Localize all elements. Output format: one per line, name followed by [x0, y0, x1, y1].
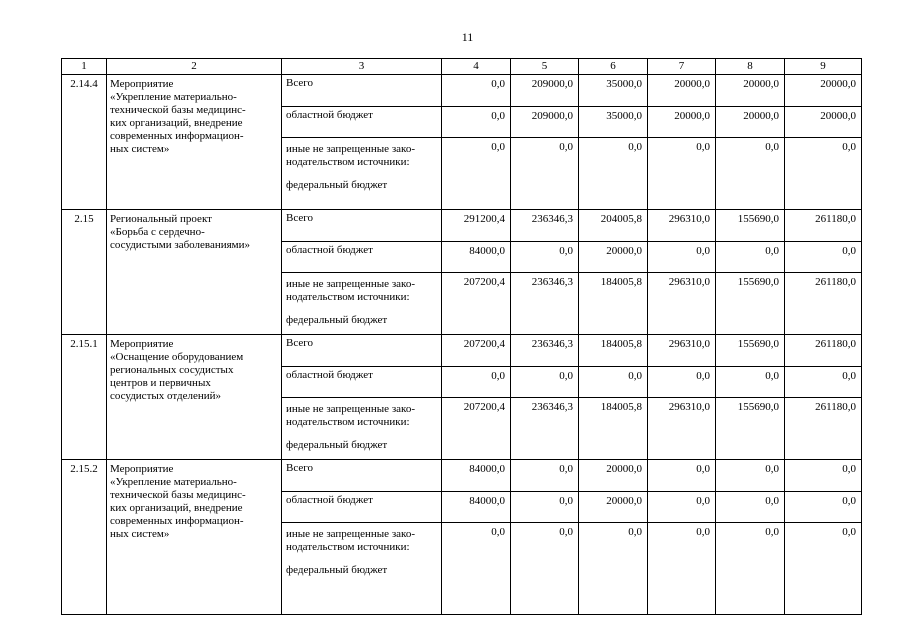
value-cell: 184005,8 — [579, 398, 648, 460]
page-number: 11 — [461, 30, 474, 44]
value-cell: 84000,0 — [442, 460, 511, 492]
value-cell: 0,0 — [511, 242, 579, 273]
value-cell: 20000,0 — [579, 492, 648, 523]
value-cell: 0,0 — [648, 138, 716, 210]
item-code: 2.15.2 — [62, 460, 107, 615]
value-cell: 0,0 — [785, 242, 862, 273]
value-cell: 20000,0 — [716, 75, 785, 107]
value-cell: 296310,0 — [648, 335, 716, 367]
value-cell: 0,0 — [511, 367, 579, 398]
value-cell: 296310,0 — [648, 210, 716, 242]
value-cell: 209000,0 — [511, 107, 579, 138]
value-cell: 296310,0 — [648, 398, 716, 460]
item-name: Мероприятие «Укрепление материально- технической базы медицинс- ких организаций, внедрение современных информацион- ных систем» — [107, 460, 282, 615]
source-regional-label: областной бюджет — [282, 107, 442, 138]
column-header: 3 — [282, 59, 442, 75]
value-cell: 35000,0 — [579, 75, 648, 107]
column-header: 8 — [716, 59, 785, 75]
value-cell: 261180,0 — [785, 273, 862, 335]
item-name: Мероприятие «Оснащение оборудованием региональных сосудистых центров и первичных сосудистых отделений» — [107, 335, 282, 460]
source-other-label: иные не запрещенные зако- нодательством источники: — [286, 278, 415, 303]
source-federal-label: федеральный бюджет — [286, 564, 388, 576]
value-cell: 261180,0 — [785, 210, 862, 242]
source-total-label: Всего — [282, 75, 442, 107]
value-cell: 0,0 — [785, 523, 862, 615]
value-cell: 0,0 — [785, 138, 862, 210]
source-other-label: иные не запрещенные зако- нодательством источники: — [286, 143, 415, 168]
value-cell: 0,0 — [579, 523, 648, 615]
value-cell: 261180,0 — [785, 398, 862, 460]
source-other-label-cell — [282, 398, 442, 460]
value-cell: 236346,3 — [511, 210, 579, 242]
header-row — [62, 59, 862, 75]
value-cell: 236346,3 — [511, 273, 579, 335]
source-regional-label: областной бюджет — [282, 492, 442, 523]
value-cell: 20000,0 — [716, 107, 785, 138]
source-total-label: Всего — [282, 210, 442, 242]
item-name: Региональный проект «Борьба с сердечно- сосудистыми заболеваниями» — [107, 210, 282, 335]
value-cell: 0,0 — [579, 138, 648, 210]
value-cell: 0,0 — [511, 523, 579, 615]
source-federal-label: федеральный бюджет — [286, 179, 388, 191]
value-cell: 20000,0 — [648, 75, 716, 107]
value-cell: 0,0 — [648, 523, 716, 615]
value-cell: 20000,0 — [579, 460, 648, 492]
item-code: 2.14.4 — [62, 75, 107, 210]
value-cell: 0,0 — [648, 367, 716, 398]
value-cell: 155690,0 — [716, 273, 785, 335]
item-code: 2.15 — [62, 210, 107, 335]
value-cell: 0,0 — [648, 242, 716, 273]
value-cell: 291200,4 — [442, 210, 511, 242]
value-cell: 0,0 — [511, 460, 579, 492]
value-cell: 0,0 — [785, 367, 862, 398]
source-other-label: иные не запрещенные зако- нодательством источники: — [286, 403, 415, 428]
value-cell: 20000,0 — [579, 242, 648, 273]
value-cell: 0,0 — [511, 492, 579, 523]
block-total-row — [62, 335, 862, 367]
value-cell: 0,0 — [442, 75, 511, 107]
value-cell: 236346,3 — [511, 398, 579, 460]
budget-table — [61, 58, 862, 615]
value-cell: 204005,8 — [579, 210, 648, 242]
source-total-label: Всего — [282, 460, 442, 492]
source-regional-label: областной бюджет — [282, 242, 442, 273]
value-cell: 0,0 — [785, 492, 862, 523]
value-cell: 155690,0 — [716, 335, 785, 367]
value-cell: 35000,0 — [579, 107, 648, 138]
value-cell: 209000,0 — [511, 75, 579, 107]
value-cell: 0,0 — [716, 460, 785, 492]
value-cell: 155690,0 — [716, 210, 785, 242]
value-cell: 84000,0 — [442, 242, 511, 273]
value-cell: 0,0 — [716, 523, 785, 615]
item-code: 2.15.1 — [62, 335, 107, 460]
value-cell: 0,0 — [716, 138, 785, 210]
column-header: 9 — [785, 59, 862, 75]
source-other-label-cell — [282, 138, 442, 210]
block-total-row — [62, 75, 862, 107]
value-cell: 261180,0 — [785, 335, 862, 367]
block-total-row — [62, 460, 862, 492]
item-name: Мероприятие «Укрепление материально- технической базы медицинс- ких организаций, внедрение современных информацион- ных систем» — [107, 75, 282, 210]
column-header: 4 — [442, 59, 511, 75]
value-cell: 236346,3 — [511, 335, 579, 367]
source-other-label-cell — [282, 523, 442, 615]
value-cell: 0,0 — [442, 523, 511, 615]
value-cell: 0,0 — [785, 460, 862, 492]
value-cell: 0,0 — [511, 138, 579, 210]
value-cell: 0,0 — [716, 367, 785, 398]
value-cell: 296310,0 — [648, 273, 716, 335]
value-cell: 184005,8 — [579, 273, 648, 335]
value-cell: 207200,4 — [442, 335, 511, 367]
column-header: 7 — [648, 59, 716, 75]
column-header: 1 — [62, 59, 107, 75]
value-cell: 0,0 — [579, 367, 648, 398]
value-cell: 20000,0 — [785, 107, 862, 138]
source-total-label: Всего — [282, 335, 442, 367]
source-federal-label: федеральный бюджет — [286, 314, 388, 326]
value-cell: 0,0 — [442, 107, 511, 138]
value-cell: 0,0 — [442, 138, 511, 210]
source-federal-label: федеральный бюджет — [286, 439, 388, 451]
value-cell: 0,0 — [716, 242, 785, 273]
value-cell: 0,0 — [716, 492, 785, 523]
value-cell: 0,0 — [648, 460, 716, 492]
column-header: 2 — [107, 59, 282, 75]
value-cell: 207200,4 — [442, 398, 511, 460]
source-other-label-cell — [282, 273, 442, 335]
source-regional-label: областной бюджет — [282, 367, 442, 398]
column-header: 6 — [579, 59, 648, 75]
value-cell: 84000,0 — [442, 492, 511, 523]
value-cell: 155690,0 — [716, 398, 785, 460]
value-cell: 20000,0 — [785, 75, 862, 107]
block-total-row — [62, 210, 862, 242]
source-other-label: иные не запрещенные зако- нодательством источники: — [286, 528, 415, 553]
value-cell: 207200,4 — [442, 273, 511, 335]
value-cell: 0,0 — [648, 492, 716, 523]
value-cell: 0,0 — [442, 367, 511, 398]
value-cell: 184005,8 — [579, 335, 648, 367]
column-header: 5 — [511, 59, 579, 75]
value-cell: 20000,0 — [648, 107, 716, 138]
